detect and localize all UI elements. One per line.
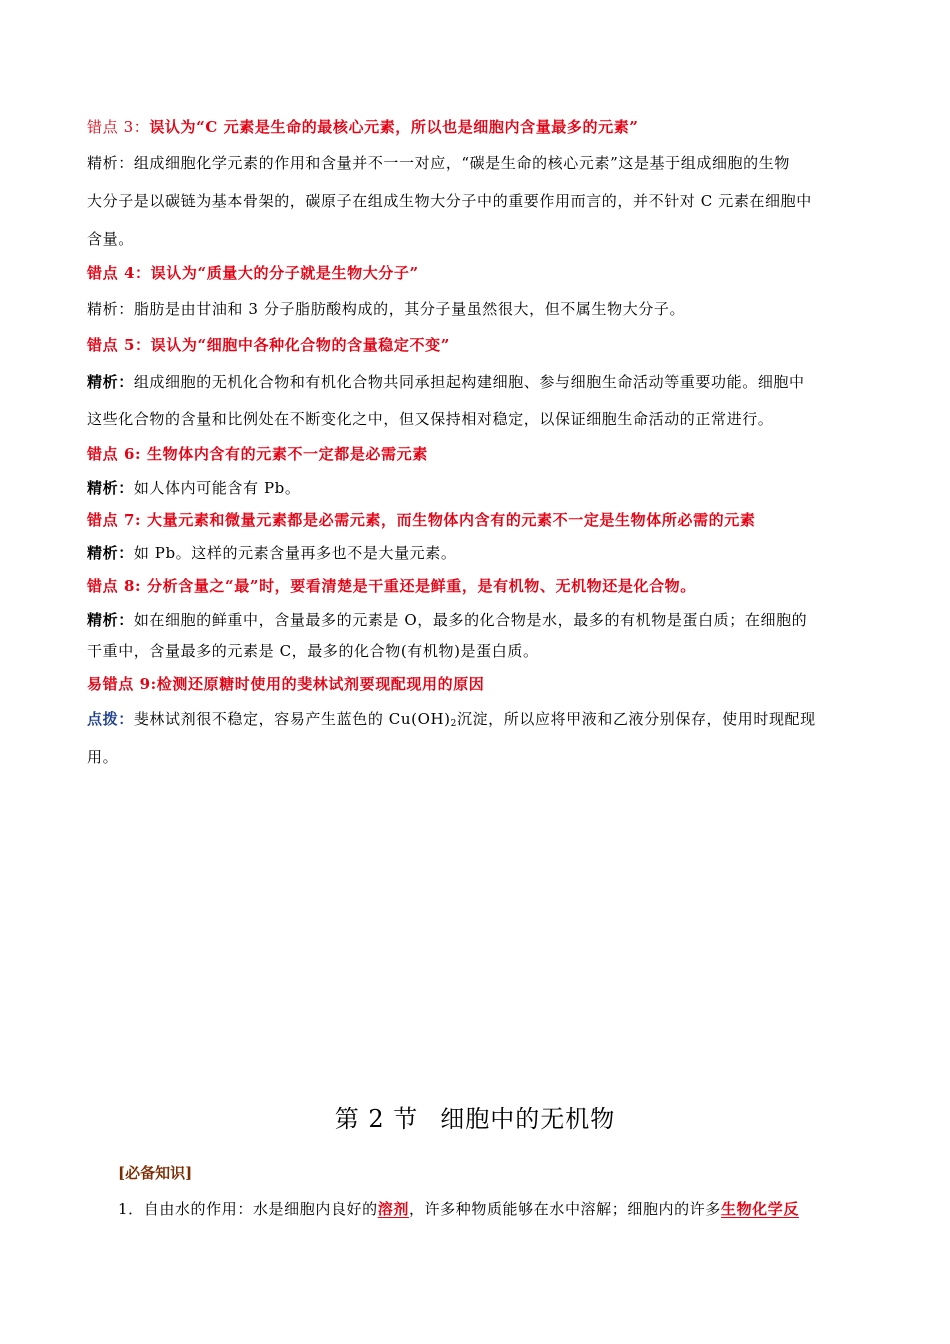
paragraph-1 bbox=[118, 1199, 868, 1219]
analysis-text: 如人体内可能含有 Pb。 bbox=[133, 479, 301, 497]
item-8-heading: 错点 8: 分析含量之“最”时，要看清楚是干重还是鲜重，是有机物、无机物还是化合物。 bbox=[87, 577, 696, 595]
item-5-analysis-line-2 bbox=[87, 409, 867, 429]
analysis-label: 精析： bbox=[87, 154, 134, 172]
keyword-biochem: 生物化学反 bbox=[720, 1200, 799, 1218]
item-9-analysis-line-1 bbox=[87, 709, 867, 729]
analysis-text: 干重中，含量最多的元素是 C，最多的化合物(有机物)是蛋白质。 bbox=[87, 642, 539, 660]
item-5-analysis-line-1 bbox=[87, 372, 867, 392]
analysis-text: 组成细胞的无机化合物和有机化合物共同承担起构建细胞、参与细胞生命活动等重要功能。细胞中 bbox=[133, 373, 805, 391]
item-9-analysis-line-2 bbox=[87, 747, 867, 767]
item-3-analysis-line-1 bbox=[87, 153, 867, 173]
analysis-text: 大分子是以碳链为基本骨架的，碳原子在组成生物大分子中的重要作用而言的，并不针对 C 元素在细胞中 bbox=[87, 192, 812, 210]
section-title bbox=[0, 1103, 950, 1135]
item-3-heading-text: 误认为“C 元素是生命的最核心元素，所以也是细胞内含量最多的元素” bbox=[149, 118, 639, 136]
item-8-analysis-line-1 bbox=[87, 610, 867, 630]
item-3-analysis-line-2 bbox=[87, 191, 867, 211]
item-4-heading: 错点 4：误认为“质量大的分子就是生物大分子” bbox=[87, 264, 419, 282]
analysis-text: 这些化合物的含量和比例处在不断变化之中，但又保持相对稳定，以保证细胞生命活动的正常进行。 bbox=[87, 410, 774, 428]
section-number: 第 2 节 bbox=[334, 1105, 419, 1133]
item-6-heading: 错点 6: 生物体内含有的元素不一定都是必需元素 bbox=[87, 445, 428, 463]
item-3-label: 错点 3： bbox=[87, 118, 150, 136]
analysis-text: 沉淀，所以应将甲液和乙液分别保存，使用时现配现 bbox=[456, 710, 816, 728]
item-8-analysis-line-2 bbox=[87, 641, 867, 661]
analysis-text: 脂肪是由甘油和 3 分子脂肪酸构成的，其分子量虽然很大，但不属生物大分子。 bbox=[133, 300, 686, 318]
analysis-label: 精析： bbox=[87, 544, 134, 562]
analysis-text: 组成细胞化学元素的作用和含量并不一一对应，“碳是生命的核心元素”这是基于组成细胞的生物 bbox=[133, 154, 790, 172]
paragraph-text: ，许多种物质能够在水中溶解；细胞内的许多 bbox=[408, 1200, 721, 1218]
analysis-text: 如 Pb。这样的元素含量再多也不是大量元素。 bbox=[133, 544, 457, 562]
section-title-text: 细胞中的无机物 bbox=[440, 1105, 616, 1133]
analysis-text: 用。 bbox=[87, 748, 119, 766]
item-4-analysis bbox=[87, 299, 867, 319]
item-5-heading: 错点 5：误认为“细胞中各种化合物的含量稳定不变” bbox=[87, 336, 450, 354]
analysis-label: 精析： bbox=[87, 300, 134, 318]
item-9-heading: 易错点 9:检测还原糖时使用的斐林试剂要现配现用的原因 bbox=[87, 675, 485, 693]
item-3-heading bbox=[87, 117, 867, 137]
analysis-text: 斐林试剂很不稳定，容易产生蓝色的 Cu(OH) bbox=[133, 710, 451, 728]
analysis-label: 精析： bbox=[87, 611, 134, 629]
keyword-solvent: 溶剂 bbox=[377, 1200, 409, 1218]
item-7-heading: 错点 7: 大量元素和微量元素都是必需元素，而生物体内含有的元素不一定是生物体所必需的元素 bbox=[87, 511, 756, 529]
subscript: 2 bbox=[450, 719, 457, 729]
item-3-analysis-line-3 bbox=[87, 229, 867, 249]
tip-label: 点拨： bbox=[87, 710, 134, 728]
item-6-analysis bbox=[87, 478, 867, 498]
analysis-text: 如在细胞的鲜重中，含量最多的元素是 O，最多的化合物是水，最多的有机物是蛋白质；在细胞的 bbox=[133, 611, 808, 629]
paragraph-text: 1．自由水的作用：水是细胞内良好的 bbox=[118, 1200, 378, 1218]
required-knowledge-tag: [必备知识] bbox=[118, 1164, 193, 1182]
analysis-text: 含量。 bbox=[87, 230, 134, 248]
item-7-analysis bbox=[87, 543, 867, 563]
analysis-label: 精析： bbox=[87, 373, 134, 391]
analysis-label: 精析： bbox=[87, 479, 134, 497]
